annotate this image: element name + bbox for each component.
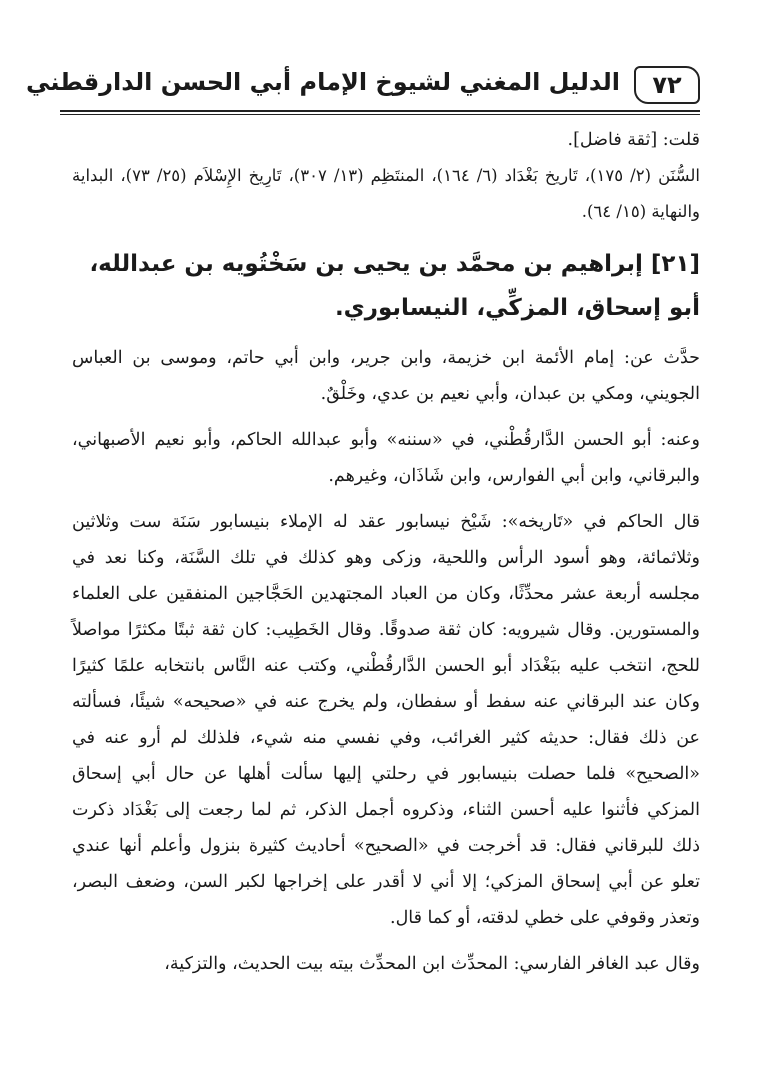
farisi-paragraph: وقال عبد الغافر الفارسي: المحدِّث ابن المحدِّث بيته بيت الحديث، والتزكية، xyxy=(164,954,700,974)
paragraph-gap xyxy=(72,936,700,946)
sources-line: السُّنَن (٢/ ١٧٥)، تَاريخ بَغْدَاد (٦/ ١٦٤)، المنتَظِم (١٣/ ٣٠٧)، تَارِيخ الإِسْلاَم (٢٥/ ٧٣)، البداية والنهاية (١٥/ ٦٤). xyxy=(72,166,700,221)
heard-from-paragraph: حدَّث عن: إمام الأئمة ابن خزيمة، وابن جرير، وابن أبي حاتم، وموسى بن العباس الجويني، ومكي بن عبدان، وأبي نعيم بن عدي، وخَلْقٌ. xyxy=(72,348,700,404)
running-title: الدليل المغني لشيوخ الإمام أبي الحسن الدارقطني xyxy=(26,68,620,96)
entry-heading: [٢١] إبراهيم بن محمَّد بن يحيى بن سَخْتُويه بن عبدالله، أبو إسحاق، المزكِّي، النيسابوري. xyxy=(89,251,700,321)
header-divider xyxy=(60,114,700,115)
narrators-paragraph: وعنه: أبو الحسن الدَّارقُطْني، في «سننه» وأبو عبدالله الحاكم، وأبو نعيم الأصبهاني، والبرقاني، وابن أبي الفوارس، وابن شَاذَان، وغيرهم. xyxy=(72,430,700,486)
paragraph-gap xyxy=(72,494,700,504)
page-header xyxy=(26,62,700,112)
page-number: ٧٢ xyxy=(634,66,700,104)
verdict-line: قلت: [ثقة فاضل]. xyxy=(567,130,700,150)
hakim-paragraph: قال الحاكم في «تَاريخه»: شَيْخ نيسابور عقد له الإملاء بنيسابور سَنَة ست وثلاثين وثلاثمائة، وهو أسود الرأس واللحية، وزكى وهو كذلك في تلك السَّنَة، وكنا نعد في مجلسه أربعة عشر محدِّثًا، وكان من العباد المجتهدين الحَجَّاجين المنفقين على العلماء والمستورين. وقال شيرويه: كان ثقة صدوقًا. وقال الخَطِيب: كان ثقة ثبتًا مكثرًا مواصلاً للحج، انتخب عليه ببَغْدَاد أبو الحسن الدَّارقُطْني، وكتب عنه النَّاس بانتخابه علمًا كثيرًا وكان عند البرقاني عنه سفط أو سفطان، ولم يخرج عنه في «صحيحه» شيئًا، فسألته عن ذلك فقال: حديثه كثير الغرائب، وفي نفسي منه شيء، فلذلك لم أرو عنه في «الصحيح» فلما حصلت بنيسابور في رحلتي إليها سألت أهلها عن حال أبي إسحاق المزكي فأثنوا عليه أحسن الثناء، وذكروه أجمل الذكر، ثم لما رجعت إلى بَغْدَاد ذكرت ذلك للبرقاني فقال: قد أخرجت في «الصحيح» أحاديث كثيرة بنزول وأعلم أنها عندي تعلو عن أبي إسحاق المزكي؛ إلا أني لا أقدر على إخراجها لكبر السن، وضعف البصر، وتعذر وقوفي على خطي لدقته، أو كما قال. xyxy=(72,512,700,928)
page-body xyxy=(72,122,700,982)
paragraph-gap xyxy=(72,412,700,422)
